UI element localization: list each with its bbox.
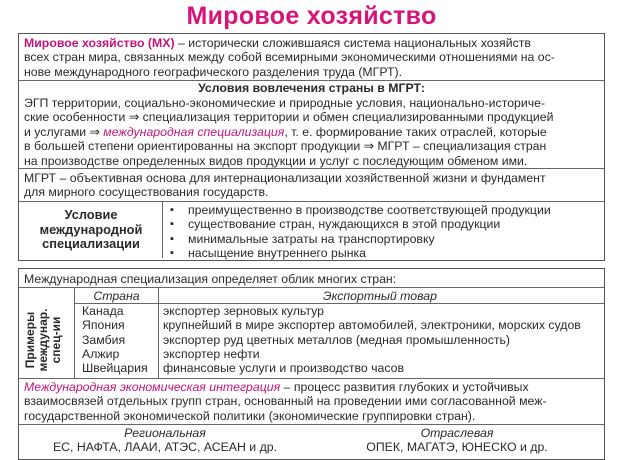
regional-examples: ЕС, НАФТА, ЛААИ, АТЭС, АСЕАН и др.	[52, 440, 278, 454]
column-header-export: Экспортный товар	[323, 289, 437, 303]
table-row	[78, 347, 585, 361]
definition-line-3: нове международного географического разделения труда (МГРТ).	[24, 64, 402, 79]
list-item: ▪ преимущественно в производстве соответствующей продукции	[168, 203, 598, 217]
export-cell: экспортер зерновых культур	[163, 304, 324, 318]
involvement-line-2: ские особенности ⇒ специализация территории и обмен специализированными продукцией	[24, 110, 554, 125]
export-cell: финансовые услуги и производство часов	[163, 361, 405, 376]
condition-label-line-1: Условие	[64, 207, 118, 222]
divider	[162, 201, 163, 258]
side-label-line-2: междунар.	[36, 308, 50, 372]
country-cell: Канада	[82, 304, 124, 318]
condition-list	[168, 203, 598, 261]
involvement-line-3-pre: и услугами ⇒	[24, 124, 104, 139]
table-row	[78, 361, 585, 375]
export-cell: экспортер нефти	[163, 346, 260, 361]
list-item: ▪ существование стран, нуждающихся в этой продукции	[168, 217, 598, 231]
involvement-line-3-term: международная специализация	[103, 124, 285, 139]
integration-line-1: – процесс развития глубоких и устойчивых	[280, 380, 529, 394]
definition-block	[24, 36, 599, 79]
examples-intro: Международная специализация определяет облик многих стран:	[24, 272, 397, 286]
regional-label: Региональная	[124, 426, 206, 440]
country-cell: Алжир	[82, 346, 120, 361]
condition-label-line-2: международной	[39, 221, 143, 237]
mgrt-basis-line-1: МГРТ – объективная основа для интернационализации хозяйственной жизни и фундамент	[24, 171, 546, 185]
involvement-line-1: ЭГП территории, социально-экономические и природные условия, национально-историче-	[24, 96, 546, 110]
divider	[19, 378, 604, 379]
country-cell: Замбия	[82, 332, 126, 347]
sectoral-examples: ОПЕК, МАГАТЭ, ЮНЕСКО и др.	[366, 440, 548, 454]
divider	[19, 424, 604, 425]
page-title: Мировое хозяйство	[186, 2, 437, 30]
sectoral-label: Отраслевая	[420, 426, 494, 440]
definition-term: Мировое хозяйство (МХ)	[24, 36, 175, 50]
export-cell: крупнейший в мире экспортер автомобилей, электроники, морских судов	[163, 318, 581, 333]
table-row	[78, 304, 585, 318]
involvement-line-5: на производстве определенных видов продукции и услуг с последующим обменом ими.	[24, 153, 528, 168]
examples-table	[78, 304, 585, 375]
definition-line-2: всех стран мира, связанных между собой всемирными экономическими отношениями на ос-	[24, 50, 555, 65]
table-row	[78, 333, 585, 347]
involvement-heading: Условия вовлечения страны в МГРТ:	[198, 81, 425, 95]
table-row	[78, 318, 585, 332]
divider	[19, 201, 604, 202]
divider	[19, 168, 604, 169]
integration-block	[24, 380, 599, 423]
side-label-line-3: спец-ии	[49, 316, 63, 364]
mgrt-basis	[24, 171, 604, 200]
side-label-line-1: Примеры	[23, 311, 37, 369]
integration-term: Международная экономическая интеграция	[24, 380, 281, 394]
export-cell: экспортер руд цветных металлов (медная промышленность)	[163, 332, 511, 347]
integration-line-3: государственной экономической политики (экономические группировки стран).	[24, 408, 476, 423]
involvement-text	[24, 96, 604, 168]
list-item: ▪ насыщение внутреннего рынка	[168, 246, 598, 260]
column-header-country: Страна	[93, 289, 140, 303]
condition-label-line-3: специализации	[42, 236, 140, 251]
list-item: ▪ минимальные затраты на транспортировку	[168, 232, 598, 246]
country-cell: Япония	[82, 318, 125, 333]
divider	[19, 287, 604, 288]
examples-side-label	[24, 305, 66, 375]
definition-line-1: – исторически сложившаяся система национальных хозяйств	[174, 36, 531, 50]
mgrt-basis-line-2: для мирного сосуществования государств.	[24, 185, 269, 200]
condition-label	[22, 208, 160, 252]
country-cell: Швейцария	[82, 361, 148, 376]
integration-line-2: взаимосвязей отдельных групп стран, основанный на проведении ими согласованной меж-	[24, 394, 547, 409]
involvement-line-4: в большей степени ориентированны на экспорт продукции ⇒ МГРТ – специализация стран	[24, 139, 547, 154]
involvement-line-3-post: , т. е. формирование таких отраслей, которые	[284, 124, 547, 139]
